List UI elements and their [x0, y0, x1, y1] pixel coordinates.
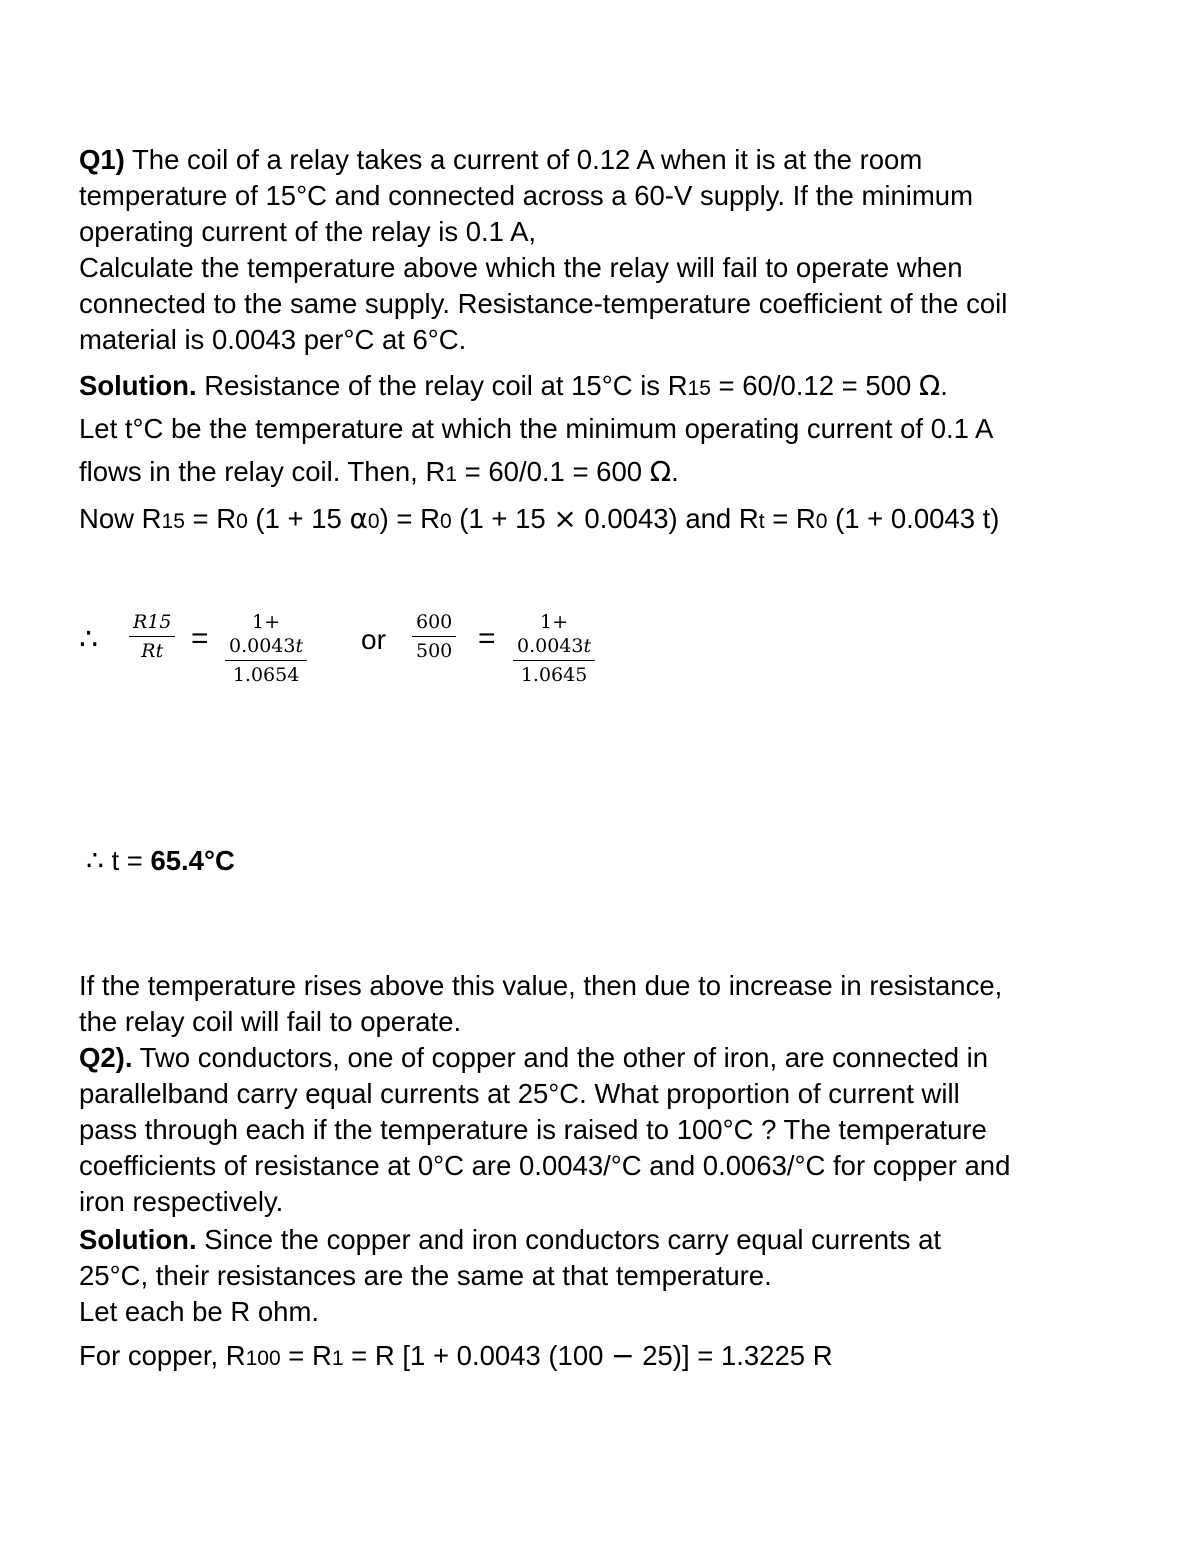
numerator-text: 1+ 0.0043 [517, 611, 584, 657]
q1-line-6: material is 0.0043 per°C at 6°C. [79, 324, 467, 355]
omega-symbol: Ω [918, 369, 941, 402]
sol1-text: = 60/0.12 = 500 [710, 370, 919, 401]
sol1-text: . [940, 370, 948, 401]
q1-label: Q1) [79, 144, 125, 175]
or-word: or [361, 624, 386, 655]
subscript: 100 [245, 1347, 281, 1370]
sol1-text: flows in the relay coil. Then, R [79, 456, 446, 487]
sol1-line-3 [79, 452, 1159, 495]
sol1-text: (1 + 15 [451, 503, 554, 534]
sol1-line-1 [79, 366, 1159, 409]
q1-line-2: temperature of 15°C and connected across a 60-V supply. If the minimum [79, 180, 973, 211]
sol1-text: = R [184, 503, 237, 534]
q1-line-1 [79, 142, 1159, 178]
subscript: 0 [815, 510, 828, 533]
result-line [86, 843, 1166, 879]
conclusion [79, 968, 1159, 1040]
sol2-line-4 [79, 1338, 1159, 1377]
numerator: 600 [416, 611, 453, 633]
sol1-line-2: Let t°C be the temperature at which the minimum operating current of 0.1 A [79, 413, 994, 444]
sol1-text: Resistance of the relay coil at 15°C is R [196, 370, 688, 401]
question-2 [79, 1040, 1159, 1220]
subscript: 0 [236, 510, 248, 533]
question-1 [79, 142, 1159, 358]
q2-line-1 [79, 1040, 1159, 1076]
sol2-text: 25)] = 1.3225 R [634, 1340, 833, 1371]
subscript: 15 [161, 510, 185, 533]
fraction-r15-rt [129, 610, 175, 663]
q2-line-2: parallelband carry equal currents at 25°C. What proportion of current will [79, 1078, 960, 1109]
numerator-text: 1+ 0.0043 [229, 611, 296, 657]
times-symbol: × [553, 502, 577, 535]
fraction-600-500 [412, 610, 456, 663]
sol1-text: 0.0043) and R [576, 503, 759, 534]
sol1-label: Solution. [79, 370, 197, 401]
sol2-label: Solution. [79, 1224, 197, 1255]
sol2-line-2: 25°C, their resistances are the same at that temperature. [79, 1260, 772, 1291]
variable-t: t [295, 635, 304, 657]
fraction-rhs-2 [513, 610, 595, 687]
sol1-text: ) = R [379, 503, 440, 534]
therefore-symbol: ∴ [86, 844, 104, 877]
subscript: 1 [331, 1347, 344, 1370]
denominator: 1.0654 [232, 664, 300, 686]
alpha-symbol: α [349, 502, 368, 535]
q2-label: Q2). [79, 1042, 133, 1073]
subscript: 15 [687, 377, 711, 400]
sol2-line-1 [79, 1222, 1159, 1258]
q2-line-4: coefficients of resistance at 0°C are 0.0043/°C and 0.0063/°C for copper and [79, 1150, 1011, 1181]
equals-sign: = [478, 622, 496, 655]
denominator: 1.0645 [520, 664, 588, 686]
solution-1 [79, 366, 1159, 542]
subscript: 1 [445, 463, 458, 486]
numerator [513, 610, 595, 660]
q1-line-5: connected to the same supply. Resistance-temperature coefficient of the coil [79, 288, 1008, 319]
q1-line-4: Calculate the temperature above which the relay will fail to operate when [79, 252, 963, 283]
q1-text-1: The coil of a relay takes a current of 0.12 A when it is at the room [124, 144, 923, 175]
sol1-text: Now R [79, 503, 162, 534]
equals-sign: = [191, 622, 209, 655]
solution-2 [79, 1222, 1159, 1377]
minus-symbol: − [611, 1339, 635, 1372]
fraction-rhs-1 [225, 610, 307, 687]
subscript: 0 [367, 510, 380, 533]
sol2-text: For copper, R [79, 1340, 246, 1371]
sol2-text: = R [280, 1340, 332, 1371]
therefore-symbol: ∴ [79, 622, 99, 657]
sol1-text: = R [764, 503, 816, 534]
result-label: t = [103, 845, 151, 876]
subscript: 0 [439, 510, 452, 533]
q1-line-3: operating current of the relay is 0.1 A, [79, 216, 537, 247]
sol1-line-4 [79, 499, 1159, 542]
result-text [86, 843, 1166, 879]
sol2-text-1: Since the copper and iron conductors carry equal currents at [196, 1224, 942, 1255]
q2-line-3: pass through each if the temperature is raised to 100°C ? The temperature [79, 1114, 987, 1145]
sol1-text: (1 + 15 [247, 503, 350, 534]
subscript: t [758, 510, 765, 533]
conclusion-line-1: If the temperature rises above this value, then due to increase in resistance, [79, 970, 1003, 1001]
omega-symbol: Ω [649, 455, 672, 488]
conclusion-line-2: the relay coil will fail to operate. [79, 1006, 462, 1037]
denominator: 500 [416, 640, 453, 662]
numerator: R15 [133, 611, 172, 633]
denominator: Rt [141, 640, 164, 662]
sol1-text: . [671, 456, 679, 487]
result-value: 65.4°C [150, 845, 235, 876]
q2-text-1: Two conductors, one of copper and the other of iron, are connected in [132, 1042, 989, 1073]
numerator [225, 610, 307, 660]
variable-t: t [583, 635, 592, 657]
sol2-line-3: Let each be R ohm. [79, 1296, 320, 1327]
sol1-text: (1 + 0.0043 t) [827, 503, 1000, 534]
q2-line-5: iron respectively. [79, 1186, 284, 1217]
sol1-text: = 60/0.1 = 600 [457, 456, 650, 487]
sol2-text: = R [1 + 0.0043 (100 [343, 1340, 612, 1371]
